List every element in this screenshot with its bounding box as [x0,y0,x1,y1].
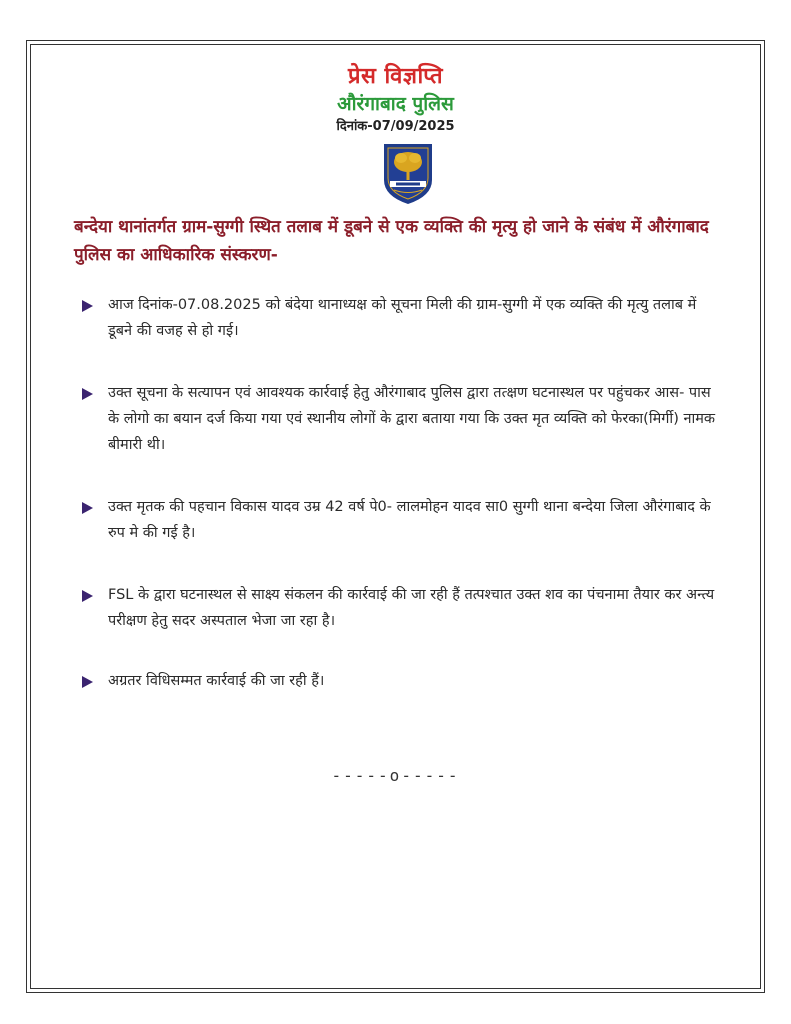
list-item [82,494,722,546]
list-item [82,380,722,458]
arrow-bullet-icon [82,300,93,312]
bullet-text: उक्त सूचना के सत्यापन एवं आवश्यक कार्रवाई हेतु औरंगाबाद पुलिस द्वारा तत्क्षण घटनास्थल पर पहुंचकर आस- पास के लोगो का बयान दर्ज किया गया एवं स्थानीय लोगों के द्वारा बताया गया कि उक्त मृत व्यक्ति को फेरका(मिर्गी) नामक बीमारी थी। [108,385,716,453]
news-headline: बन्देया थानांतर्गत ग्राम-सुग्गी स्थित तलाब में डूबने से एक व्यक्ति की मृत्यु हो जाने के संबंध में औरंगाबाद पुलिस का आधिकारिक संस्करण- [74,217,709,265]
list-item [82,582,722,634]
department-name: औरंगाबाद पुलिस [337,93,454,115]
arrow-bullet-icon [82,502,93,514]
bullet-list [82,292,722,694]
bihar-police-emblem-icon [378,140,438,206]
release-date: दिनांक-07/09/2025 [336,119,455,134]
bullet-text: FSL के द्वारा घटनास्थल से साक्ष्य संकलन की कार्रवाई की जा रही हैं तत्पश्चात उक्त शव का पंचनामा तैयार कर अन्त्य परीक्षण हेतु सदर अस्पताल भेजा जा रहा है। [108,587,715,629]
list-item [82,668,722,694]
arrow-bullet-icon [82,590,93,602]
press-release-title: प्रेस विज्ञप्ति [347,64,444,89]
list-item [82,292,722,344]
bullet-text: उक्त मृतक की पहचान विकास यादव उम्र 42 वर्ष पे0- लालमोहन यादव सा0 सुग्गी थाना बन्देया जिला औरंगाबाद के रुप मे की गई है। [108,499,711,541]
bullet-text: आज दिनांक-07.08.2025 को बंदेया थानाध्यक्ष को सूचना मिली की ग्राम-सुग्गी में एक व्यक्ति की मृत्यु तलाब में डूबने की वजह से हो गई। [108,297,697,339]
arrow-bullet-icon [82,388,93,400]
end-of-document-mark: -----o----- [331,766,460,785]
arrow-bullet-icon [82,676,93,688]
bullet-text: अग्रतर विधिसम्मत कार्रवाई की जा रही हैं। [108,673,325,689]
